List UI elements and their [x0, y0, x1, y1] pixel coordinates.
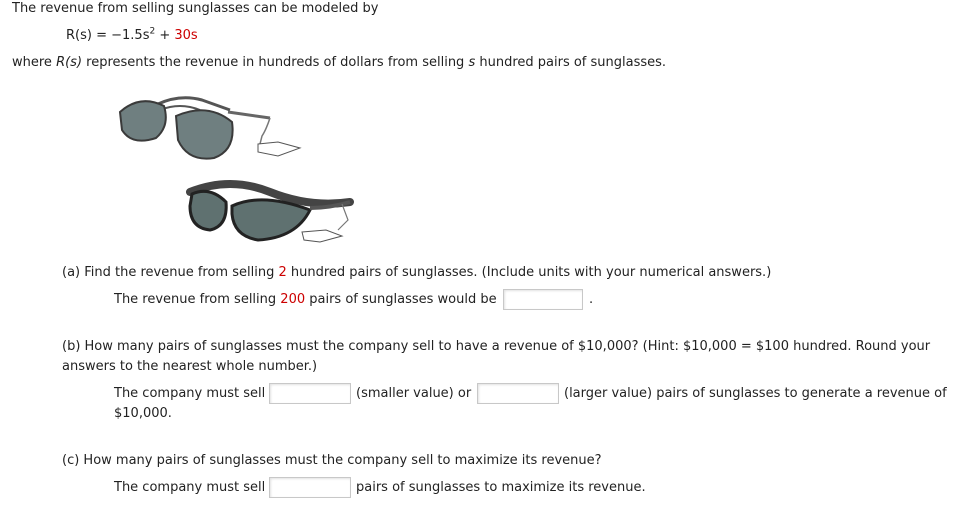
aviator-sunglasses [120, 98, 300, 159]
formula-eq: = [91, 28, 112, 43]
part-b-answer-prompt: The company must sell [114, 386, 266, 401]
part-b-answer-line2: $10,000. [114, 406, 172, 421]
wraparound-sunglasses [190, 184, 350, 242]
part-b-end-text: (larger value) pairs of sunglasses to generate a revenue of [564, 386, 947, 401]
part-a-q1: (a) Find the revenue from selling [62, 265, 279, 280]
part-a-a1: The revenue from selling [114, 292, 281, 307]
part-b-question-line1: (b) How many pairs of sunglasses must the company sell to have a revenue of $10,000? (Hint: $10,000 = $100 hundred. Round your [62, 339, 931, 354]
formula-term1: −1.5s [111, 28, 150, 43]
part-c-question: (c) How many pairs of sunglasses must the company sell to maximize its revenue? [62, 453, 602, 468]
part-b-mid-text: (smaller value) or [356, 386, 472, 401]
where-text [12, 55, 666, 70]
part-a-aval: 200 [280, 292, 306, 307]
where-part1: where [12, 55, 57, 70]
part-b-larger-input[interactable] [477, 383, 559, 404]
revenue-formula [66, 28, 198, 43]
part-c-end-text: pairs of sunglasses to maximize its revenue. [356, 480, 646, 495]
formula-exponent: 2 [149, 26, 156, 37]
part-a-q2: hundred pairs of sunglasses. (Include units with your numerical answers.) [286, 265, 772, 280]
part-a-period: . [589, 292, 594, 307]
formula-plus: + [155, 28, 175, 43]
part-a-qval: 2 [278, 265, 287, 280]
formula-lhs: R(s) [66, 28, 92, 43]
sunglasses-illustration [110, 80, 370, 250]
part-b-smaller-input[interactable] [269, 383, 351, 404]
part-c-answer-prompt: The company must sell [114, 480, 266, 495]
part-a-a2: pairs of sunglasses would be [305, 292, 497, 307]
intro-text: The revenue from selling sunglasses can be modeled by [12, 1, 379, 16]
part-a-answer-input[interactable] [503, 289, 583, 310]
part-a-question [62, 265, 771, 280]
where-svar: s [468, 55, 476, 70]
part-b-question-line2: answers to the nearest whole number.) [62, 359, 318, 374]
formula-term2: 30s [174, 28, 198, 43]
part-c-answer-input[interactable] [269, 477, 351, 498]
where-var: R(s) [56, 55, 83, 70]
part-a-answer-prompt [114, 292, 497, 307]
where-part3: hundred pairs of sunglasses. [475, 55, 667, 70]
where-part2: represents the revenue in hundreds of dollars from selling [82, 55, 469, 70]
